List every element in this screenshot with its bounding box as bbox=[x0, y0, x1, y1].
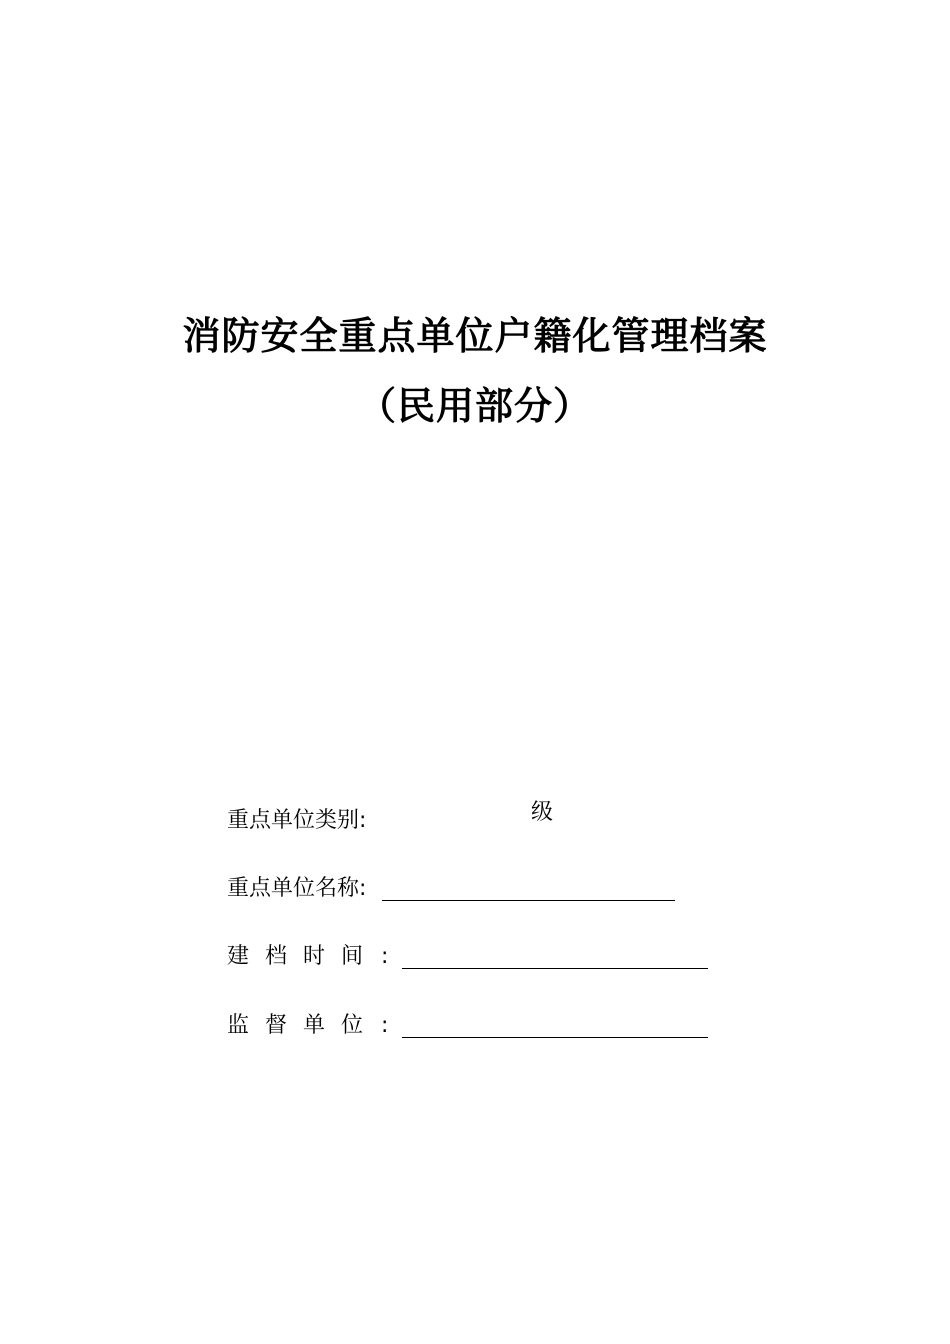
document-subtitle: （民用部分） bbox=[357, 383, 592, 428]
filing-date-field bbox=[227, 932, 708, 972]
filing-date-label: 建档时间 bbox=[227, 944, 380, 969]
unit-name-field bbox=[227, 864, 675, 904]
supervisor-label: 监督单位 bbox=[227, 1013, 380, 1038]
filing-date-blank[interactable] bbox=[402, 940, 708, 969]
supervisor-colon: : bbox=[381, 1013, 389, 1038]
category-field bbox=[227, 796, 366, 836]
document-title: 消防安全重点单位户籍化管理档案 bbox=[182, 313, 768, 358]
unit-name-blank[interactable] bbox=[382, 872, 675, 901]
category-label: 重点单位类别: bbox=[227, 808, 367, 833]
supervisor-blank[interactable] bbox=[402, 1009, 708, 1038]
supervisor-field bbox=[227, 1001, 708, 1041]
category-level: 级 bbox=[531, 800, 554, 825]
unit-name-label: 重点单位名称: bbox=[227, 876, 367, 901]
filing-date-colon: : bbox=[381, 944, 389, 969]
